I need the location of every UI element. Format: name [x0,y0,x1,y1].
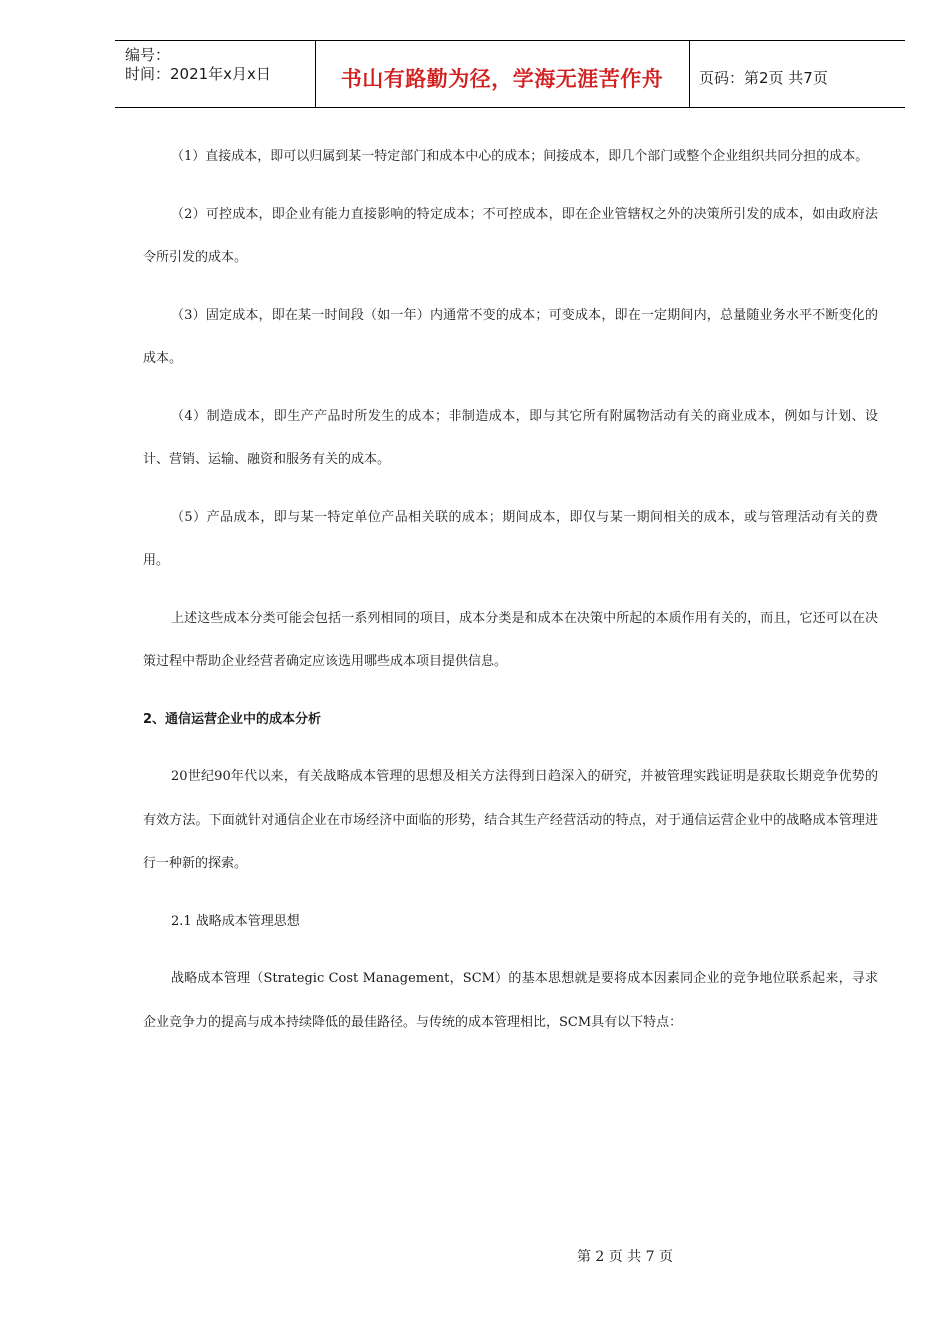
footer-page-number: 第 2 页 共 7 页 [576,1249,674,1265]
header-page-info: 页码：第2页 共7页 [699,69,828,87]
section-paragraph: 20世纪90年代以来，有关战略成本管理的思想及相关方法得到日趋深入的研究，并被管理实践证明是获取长期竞争优势的有效方法。下面就针对通信企业在市场经济中面临的形势，结合其生产经营活动的特点，对于通信运营企业中的战略成本管理进行一种新的探索。 [143,769,878,871]
document-header [115,40,905,108]
paragraph-controllable-cost: （2）可控成本，即企业有能力直接影响的特定成本；不可控成本，即在企业管辖权之外的决策所引发的成本，如由政府法令所引发的成本。 [143,206,878,265]
document-time-label: 时间：2021年x月x日 [125,65,271,83]
paragraph-manufacturing-cost: （4）制造成本，即生产产品时所发生的成本；非制造成本，即与其它所有附属物活动有关的商业成本，例如与计划、设计、营销、运输、融资和服务有关的成本。 [143,408,878,467]
subsection-heading: 2.1 战略成本管理思想 [171,913,300,929]
paragraph-fixed-cost: （3）固定成本，即在某一时间段（如一年）内通常不变的成本；可变成本，即在一定期间内，总量随业务水平不断变化的成本。 [143,307,878,366]
paragraph-summary: 上述这些成本分类可能会包括一系列相同的项目，成本分类是和成本在决策中所起的本质作用有关的，而且，它还可以在决策过程中帮助企业经营者确定应该选用哪些成本项目提供信息。 [143,610,878,669]
page-footer [0,1246,950,1266]
header-meta-cell [115,41,316,107]
document-body [143,135,878,1058]
header-motto-cell [315,41,690,107]
paragraph-direct-cost: （1）直接成本，即可以归属到某一特定部门和成本中心的成本；间接成本，即几个部门或整个企业组织共同分担的成本。 [171,149,869,164]
header-motto: 书山有路勤为径，学海无涯苦作舟 [340,67,664,91]
section-heading: 2、通信运营企业中的成本分析 [143,711,322,727]
subsection-paragraph: 战略成本管理（Strategic Cost Management，SCM）的基本思想就是要将成本因素同企业的竞争地位联系起来，寻求企业竞争力的提高与成本持续降低的最佳路径。与传统的成本管理相比，SCM具有以下特点： [143,971,878,1030]
document-number-label: 编号： [125,46,171,64]
paragraph-product-cost: （5）产品成本，即与某一特定单位产品相关联的成本；期间成本，即仅与某一期间相关的成本，或与管理活动有关的费用。 [143,509,878,568]
header-page-cell [689,41,905,107]
